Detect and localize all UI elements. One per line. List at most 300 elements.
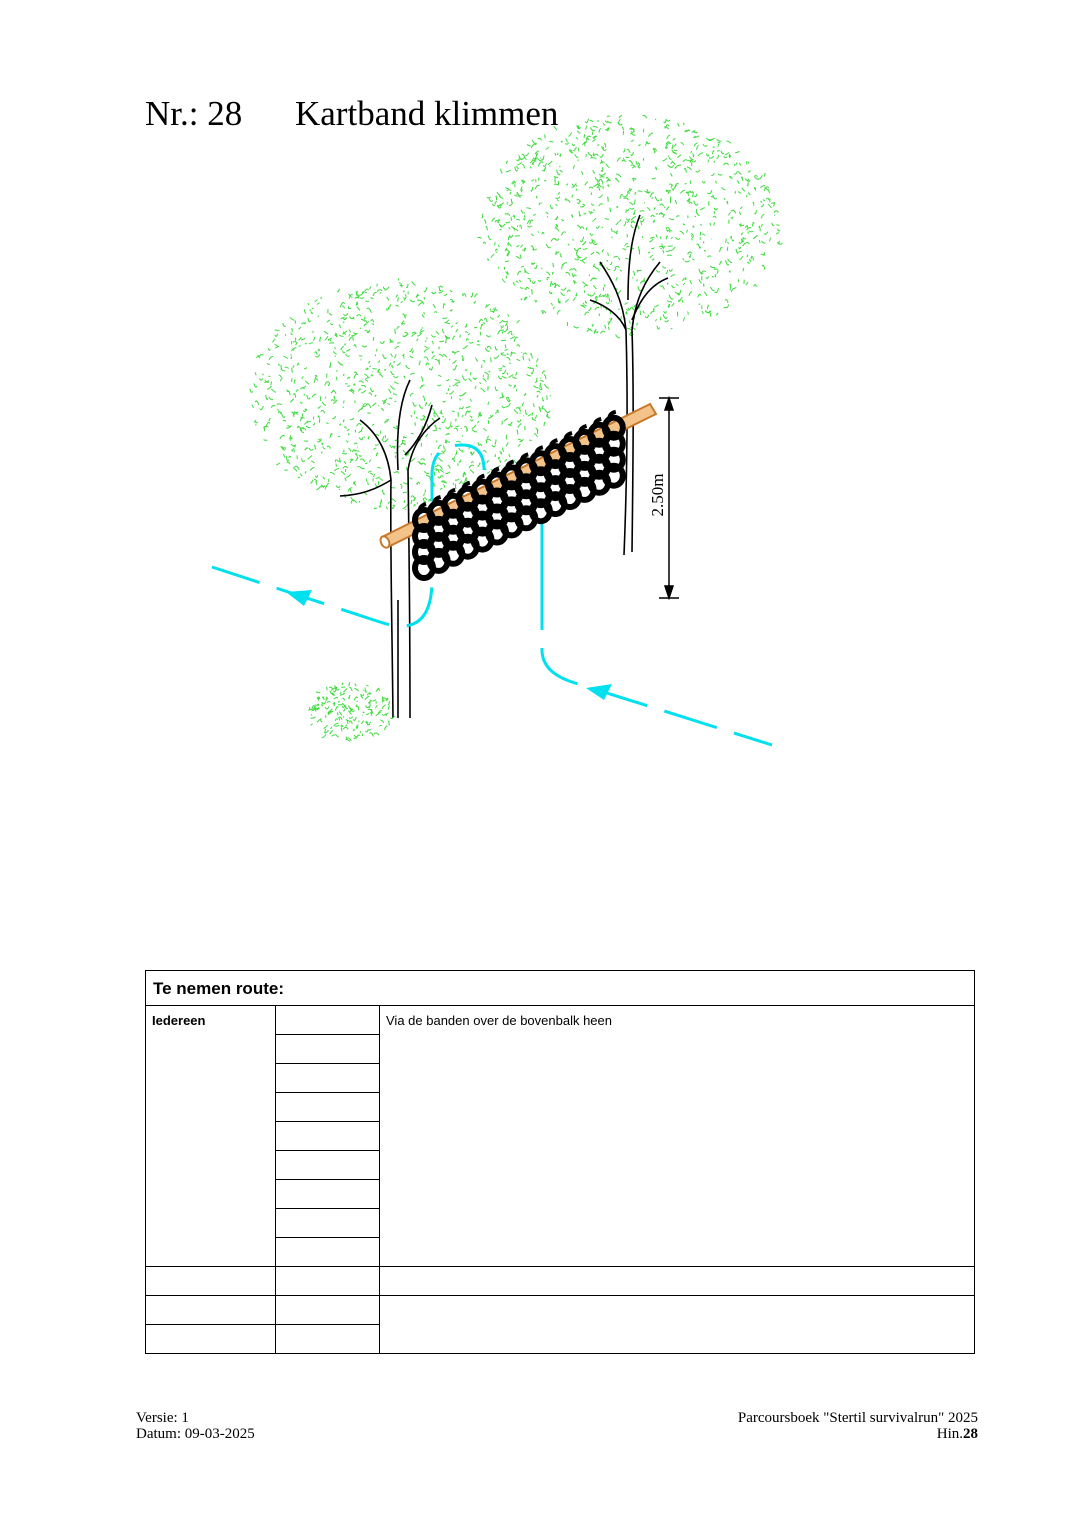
leaf-mark [650, 237, 654, 239]
leaf-mark [535, 415, 537, 418]
leaf-mark [729, 271, 730, 273]
leaf-mark [628, 221, 630, 223]
leaf-mark [706, 138, 710, 140]
leaf-mark [291, 356, 292, 358]
leaf-mark [565, 143, 568, 145]
leaf-mark [338, 701, 339, 702]
version-label: Versie: 1 [136, 1410, 189, 1426]
leaf-mark [465, 370, 467, 371]
leaf-mark [325, 397, 326, 398]
leaf-mark [341, 472, 345, 475]
leaf-mark [487, 471, 490, 473]
leaf-mark [371, 375, 373, 376]
leaf-mark [336, 707, 339, 711]
leaf-mark [509, 235, 513, 238]
leaf-mark [406, 467, 407, 470]
leaf-mark [702, 311, 704, 314]
leaf-mark [435, 359, 439, 362]
leaf-mark [600, 177, 605, 178]
leaf-mark [594, 266, 599, 269]
leaf-mark [584, 142, 585, 144]
leaf-mark [540, 381, 543, 382]
leaf-mark [347, 440, 349, 442]
leaf-mark [487, 304, 490, 306]
leaf-mark [623, 149, 625, 153]
leaf-mark [389, 721, 390, 726]
leaf-mark [764, 173, 765, 177]
leaf-mark [584, 135, 585, 138]
leaf-mark [542, 406, 543, 408]
leaf-mark [714, 208, 717, 210]
leaf-mark [652, 258, 654, 260]
leaf-mark [360, 731, 361, 733]
leaf-mark [544, 375, 546, 379]
leaf-mark [463, 293, 464, 295]
route-cell [146, 1325, 276, 1354]
leaf-mark [586, 228, 587, 230]
leaf-mark [583, 248, 588, 249]
leaf-mark [465, 332, 468, 333]
leaf-mark [342, 683, 343, 685]
leaf-mark [663, 158, 668, 161]
leaf-mark [694, 143, 698, 147]
leaf-mark [762, 265, 765, 269]
leaf-mark [267, 386, 271, 389]
leaf-mark [600, 331, 605, 333]
leaf-mark [609, 327, 610, 330]
leaf-mark [497, 192, 500, 196]
leaf-mark [654, 309, 655, 311]
leaf-mark [293, 341, 297, 342]
leaf-mark [443, 401, 446, 402]
leaf-mark [341, 728, 342, 732]
leaf-mark [585, 182, 588, 186]
leaf-mark [488, 346, 491, 349]
leaf-mark [485, 348, 489, 352]
leaf-mark [584, 213, 587, 214]
leaf-mark [281, 369, 286, 371]
leaf-mark [502, 325, 503, 327]
leaf-mark [316, 379, 318, 381]
leaf-mark [290, 399, 294, 403]
leaf-mark [379, 506, 381, 508]
leaf-mark [350, 460, 353, 463]
leaf-mark [435, 312, 438, 313]
leaf-mark [730, 285, 731, 290]
leaf-mark [731, 236, 732, 239]
leaf-mark [316, 692, 320, 693]
leaf-mark [330, 730, 333, 734]
leaf-mark [640, 219, 644, 222]
leaf-mark [601, 169, 603, 172]
leaf-mark [354, 443, 357, 444]
leaf-mark [382, 436, 384, 440]
leaf-mark [608, 197, 609, 202]
leaf-mark [643, 115, 647, 118]
leaf-mark [511, 199, 513, 203]
leaf-mark [412, 333, 417, 336]
route-description: Via de banden over de bovenbalk heen [380, 1006, 975, 1267]
leaf-mark [349, 330, 351, 333]
leaf-mark [645, 315, 649, 318]
leaf-mark [366, 730, 369, 732]
leaf-mark [461, 428, 462, 429]
leaf-mark [611, 228, 612, 232]
leaf-mark [308, 318, 311, 322]
leaf-mark [349, 337, 352, 340]
leaf-mark [745, 243, 749, 245]
leaf-mark [480, 382, 481, 383]
leaf-mark [514, 410, 518, 414]
leaf-mark [718, 142, 720, 143]
leaf-mark [704, 250, 705, 251]
leaf-mark [637, 270, 641, 271]
leaf-mark [393, 361, 395, 363]
leaf-mark [446, 433, 449, 435]
leaf-mark [532, 281, 535, 283]
leaf-mark [318, 416, 320, 419]
leaf-mark [299, 346, 301, 347]
leaf-mark [510, 337, 514, 339]
leaf-mark [364, 493, 367, 495]
leaf-mark [722, 187, 726, 189]
leaf-mark [482, 214, 483, 219]
leaf-mark [734, 171, 738, 174]
leaf-mark [353, 729, 355, 730]
leaf-mark [440, 286, 444, 287]
leaf-mark [250, 389, 253, 393]
leaf-mark [347, 429, 349, 431]
leaf-mark [752, 222, 754, 226]
leaf-mark [344, 374, 345, 375]
leaf-mark [590, 233, 593, 235]
leaf-mark [442, 418, 446, 422]
leaf-mark [425, 346, 430, 348]
leaf-mark [349, 682, 350, 686]
leaf-mark [631, 216, 636, 220]
leaf-mark [356, 705, 357, 707]
leaf-mark [676, 284, 678, 285]
leaf-mark [462, 375, 466, 380]
leaf-mark [488, 402, 489, 405]
leaf-mark [388, 304, 391, 307]
leaf-mark [772, 223, 774, 226]
leaf-mark [403, 483, 408, 485]
leaf-mark [656, 235, 658, 238]
leaf-mark [354, 345, 356, 348]
leaf-mark [471, 293, 473, 298]
leaf-mark [683, 279, 686, 281]
leaf-mark [484, 220, 486, 224]
leaf-mark [440, 470, 444, 473]
leaf-mark [557, 311, 560, 315]
leaf-mark [421, 377, 423, 381]
leaf-mark [267, 363, 270, 364]
leaf-mark [732, 239, 734, 241]
leaf-mark [776, 225, 779, 226]
leaf-mark [675, 167, 677, 169]
leaf-mark [607, 260, 608, 261]
leaf-mark [456, 441, 460, 442]
leaf-mark [666, 270, 668, 273]
leaf-mark [545, 384, 549, 388]
leaf-mark [450, 424, 452, 427]
leaf-mark [475, 431, 477, 432]
leaf-mark [540, 378, 541, 379]
leaf-mark [517, 320, 520, 323]
leaf-mark [543, 397, 544, 401]
leaf-mark [341, 346, 344, 350]
leaf-mark [349, 335, 350, 337]
leaf-mark [486, 439, 491, 441]
date-label: Datum: 09-03-2025 [136, 1426, 255, 1442]
leaf-mark [421, 463, 425, 465]
leaf-mark [256, 357, 260, 358]
leaf-mark [315, 354, 320, 357]
leaf-mark [459, 448, 464, 451]
leaf-mark [616, 222, 619, 225]
leaf-mark [385, 369, 386, 370]
leaf-mark [377, 284, 378, 287]
leaf-mark [278, 409, 279, 411]
leaf-mark [708, 305, 709, 309]
leaf-mark [361, 468, 365, 469]
leaf-mark [774, 211, 779, 213]
leaf-mark [300, 402, 302, 403]
leaf-mark [567, 290, 570, 292]
leaf-mark [359, 389, 361, 391]
leaf-mark [316, 481, 317, 485]
leaf-mark [530, 354, 532, 359]
leaf-mark [531, 144, 536, 148]
leaf-mark [736, 249, 738, 253]
leaf-mark [650, 311, 654, 314]
leaf-mark [500, 459, 501, 462]
leaf-mark [693, 226, 694, 228]
leaf-mark [576, 189, 577, 191]
leaf-mark [453, 385, 458, 387]
leaf-mark [425, 490, 426, 493]
leaf-mark [322, 697, 324, 700]
leaf-mark [640, 211, 645, 212]
leaf-mark [344, 427, 346, 429]
leaf-mark [312, 308, 313, 309]
leaf-mark [483, 428, 486, 431]
leaf-mark [639, 246, 640, 251]
leaf-mark [697, 244, 700, 249]
leaf-mark [538, 138, 542, 140]
leaf-mark [614, 256, 618, 257]
leaf-mark [483, 375, 484, 377]
leaf-mark [673, 139, 676, 141]
leaf-mark [570, 269, 573, 271]
leaf-mark [333, 391, 336, 393]
leaf-mark [505, 187, 509, 189]
leaf-mark [676, 185, 677, 186]
leaf-mark [460, 399, 461, 400]
leaf-mark [556, 204, 558, 205]
leaf-mark [397, 327, 400, 330]
leaf-mark [515, 372, 517, 375]
leaf-mark [520, 187, 522, 190]
leaf-mark [716, 313, 718, 315]
leaf-mark [523, 356, 524, 360]
leaf-mark [731, 217, 733, 218]
leaf-mark [459, 460, 461, 463]
leaf-mark [421, 385, 424, 386]
leaf-mark [354, 481, 356, 483]
leaf-mark [616, 335, 621, 338]
leaf-mark [522, 165, 525, 169]
leaf-mark [530, 278, 531, 281]
leaf-mark [551, 304, 553, 306]
leaf-mark [669, 269, 672, 271]
leaf-mark [278, 364, 279, 365]
leaf-mark [403, 450, 406, 452]
leaf-mark [608, 185, 609, 187]
leaf-mark [618, 290, 621, 294]
leaf-mark [531, 369, 534, 374]
leaf-mark [557, 200, 559, 202]
leaf-mark [472, 430, 475, 432]
leaf-mark [703, 284, 704, 287]
leaf-mark [354, 374, 358, 379]
leaf-mark [707, 256, 711, 257]
leaf-mark [346, 474, 351, 477]
leaf-mark [669, 156, 672, 160]
leaf-mark [372, 424, 374, 425]
leaf-mark [599, 204, 603, 206]
leaf-mark [411, 415, 412, 417]
leaf-mark [542, 232, 544, 234]
leaf-mark [753, 202, 754, 205]
leaf-mark [255, 422, 258, 423]
obstacle-name: Kartband klimmen [295, 94, 559, 133]
leaf-mark [486, 468, 487, 470]
leaf-mark [350, 710, 351, 712]
leaf-mark [520, 225, 522, 229]
leaf-mark [278, 412, 280, 414]
leaf-mark [660, 317, 661, 320]
leaf-mark [675, 200, 677, 204]
leaf-mark [676, 216, 679, 217]
leaf-mark [604, 144, 606, 148]
leaf-mark [738, 171, 741, 174]
leaf-mark [611, 237, 612, 238]
leaf-mark [693, 153, 694, 157]
leaf-mark [413, 402, 417, 406]
leaf-mark [624, 221, 626, 225]
leaf-mark [656, 270, 660, 272]
leaf-mark [521, 190, 522, 192]
leaf-mark [440, 488, 442, 490]
leaf-mark [638, 191, 642, 192]
leaf-mark [666, 250, 670, 251]
leaf-mark [530, 160, 533, 163]
leaf-mark [403, 335, 408, 337]
leaf-mark [449, 391, 454, 394]
leaf-mark [748, 232, 749, 233]
leaf-mark [417, 483, 418, 484]
leaf-mark [678, 290, 681, 295]
leaf-mark [532, 249, 537, 250]
leaf-mark [666, 227, 667, 229]
leaf-mark [411, 496, 415, 499]
leaf-mark [333, 351, 336, 354]
leaf-mark [747, 183, 748, 186]
leaf-mark [551, 239, 556, 242]
leaf-mark [672, 162, 675, 165]
leaf-mark [624, 198, 629, 200]
leaf-mark [496, 196, 497, 200]
leaf-mark [266, 395, 268, 400]
leaf-mark [301, 339, 305, 341]
leaf-mark [725, 153, 730, 156]
route-cell [276, 1093, 380, 1122]
leaf-mark [684, 168, 686, 172]
leaf-mark [616, 178, 619, 182]
leaf-mark [322, 402, 326, 405]
leaf-mark [380, 720, 384, 723]
leaf-mark [683, 317, 685, 321]
leaf-mark [510, 192, 511, 194]
leaf-mark [650, 193, 654, 197]
leaf-mark [588, 307, 591, 310]
leaf-mark [589, 211, 592, 212]
leaf-mark [368, 436, 369, 439]
leaf-mark [516, 160, 519, 161]
leaf-mark [620, 270, 622, 272]
leaf-mark [619, 116, 622, 118]
leaf-mark [356, 454, 358, 457]
leaf-mark [478, 465, 479, 466]
leaf-mark [375, 395, 376, 396]
leaf-mark [724, 163, 729, 165]
leaf-mark [305, 448, 307, 450]
leaf-mark [525, 153, 529, 156]
leaf-mark [623, 249, 627, 251]
leaf-mark [330, 472, 335, 474]
leaf-mark [339, 335, 343, 336]
leaf-mark [397, 472, 398, 474]
footer-left [136, 1410, 255, 1442]
leaf-mark [504, 419, 508, 422]
leaf-mark [269, 356, 273, 359]
leaf-mark [417, 339, 418, 341]
leaf-mark [386, 507, 387, 510]
leaf-mark [762, 241, 766, 243]
leaf-mark [596, 226, 599, 229]
leaf-mark [302, 376, 304, 378]
leaf-mark [674, 150, 678, 151]
leaf-mark [350, 720, 352, 723]
leaf-mark [355, 717, 356, 721]
leaf-mark [509, 227, 511, 229]
leaf-mark [748, 170, 750, 172]
leaf-mark [561, 253, 562, 257]
leaf-mark [283, 323, 286, 326]
leaf-mark [480, 388, 485, 392]
leaf-mark [584, 257, 587, 259]
leaf-mark [531, 264, 534, 265]
leaf-mark [403, 492, 407, 493]
leaf-mark [357, 467, 361, 468]
leaf-mark [593, 139, 596, 141]
leaf-mark [370, 473, 373, 475]
leaf-mark [315, 300, 318, 303]
leaf-mark [682, 300, 683, 303]
leaf-mark [330, 434, 332, 438]
